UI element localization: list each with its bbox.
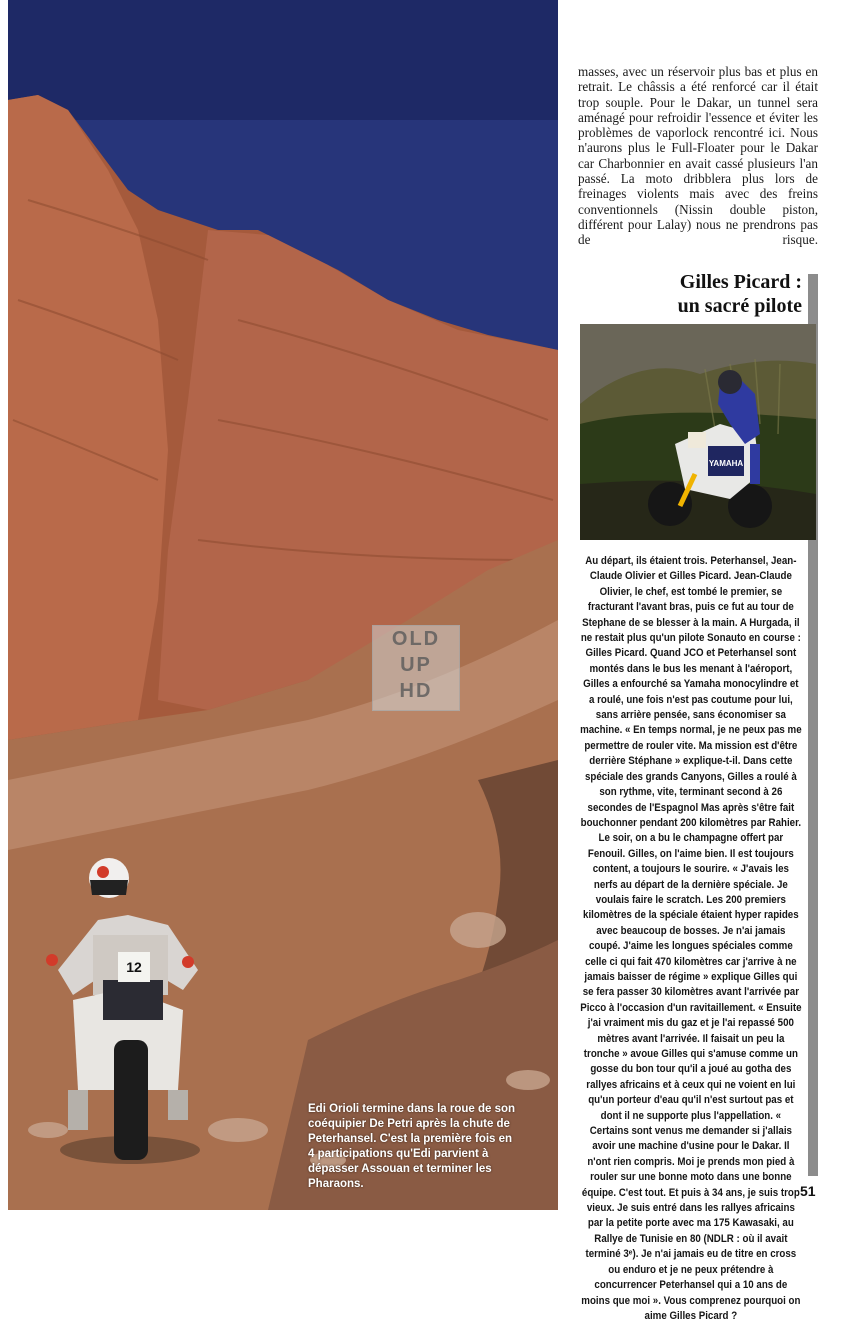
sidebar-body-text: Au départ, ils étaient trois. Peterhansel, Jean-Claude Olivier et Gilles Picard. Jean-Claude Olivier, le chef, est tombé le premier, se fracturant l'avant bras, puis ce fut au tour de Stephane de se blesser à la main. A Hurgada, il ne restait plus qu'un pilote Sonauto en course : Gilles Picard. Quand JCO et Peterhansel sont montés dans le bus les menant à l'aéroport, Gilles a enfourché sa Yamaha monocylindre et a roulé, une fois n'est pas coutume pour lui, sans arrière pensée, sans économiser sa machine. « En temps normal, je ne peux pas me permettre de rouler vite. Ma mission est d'être derrière Stéphane » explique-t-il. Dans cette spéciale des grands Canyons, Gilles a roulé à son rythme, vite, terminant second à 26 secondes de l'Espagnol Mas après s'être fait bouchonner pendant 200 kilomètres par Rahier. Le soir, on a bu le champagne offert par Fenouil. Gilles, on l'aime bien. Il est toujours content, a toujours le sourire. « J'avais les nerfs au départ de la dernière spéciale. Je voulais faire le scratch. Les 200 premiers kilomètres de la spéciale étaient hyper rapides avec beaucoup de bosses. Je n'ai jamais coupé. J'aime les longues spéciales comme celle ci qui fait 470 kilomètres car j'arrive à ne jamais baisser de régime » explique Gilles qui se fera passer 30 kilomètres avant l'arrivée par Picco à l'occasion d'un ravitaillement. « Ensuite j'ai vraiment mis du gaz et je l'ai repassé 500 mètres avant l'arrivée. Il faisait un peu la tronche » avoue Gilles qui s'amuse comme un gosse du bon tour qu'il a joué au gotha des rallyes africains et à ceux qui ne voient en lui qu'un porteur d'eau qu'il n'est surtout pas et dont il ne supporte plus l'appellation. « Certains sont venus me demander si j'allais avoir une machine d'usine pour le Dakar. Il n'ont rien compris. Moi je prends mon pied à rouler sur une bonne moto dans une bonne équipe. C'est tout. Et puis à 34 ans, je suis trop vieux. Je suis entré dans les rallyes africains par la petite porte avec ma 175 Kawasaki, au Rallye de Tunisie en 80 (NDLR : où il avait terminé 3ᵉ). Je n'ai jamais eu de titre en cross ou enduro et je ne peux prétendre à concurrencer Peterhansel qui a 10 ans de moins que moi ». Vous comprenez pourquoi on aime Gilles Picard ? [580,555,802,1322]
watermark-logo [372,625,460,711]
watermark-line-3: HD [399,680,433,702]
sidebar-headline [578,270,802,318]
main-photo [8,0,558,1210]
watermark-line-2: UP [400,654,432,676]
page-number: 51 [800,1183,816,1199]
main-photo-caption: Edi Orioli termine dans la roue de son coéquipier De Petri après la chute de Peterhansel. C'est la première fois en 4 participations qu'Edi parvient à dépasser Assouan et terminer les Pharaons. [308,1103,516,1190]
rider-yamaha-photo [580,324,816,540]
article-paragraph: masses, avec un réservoir plus bas et plus en retrait. Le châssis a été renforcé car il était trop souple. Pour le Dakar, un tunnel sera aménagé pour refroidir l'essence et éviter les problèmes de vaporlock rencontré ici. Nous n'aurons plus le Full-Floater pour le Dakar car Charbonnier en avait cassé plusieurs l'an passé. La moto dribblera plus lors de freinages violents mais avec des freins conventionnels (Nissin double piston, différent pour Lalay) nous ne prendrons pas de risque. [578,64,818,248]
canyon-landscape [8,0,558,1210]
headline-line-1: Gilles Picard : [679,271,802,293]
article-column-top [578,64,818,248]
headline-line-2: un sacré pilote [677,295,802,317]
inset-bike-brand: YAMAHA [708,459,744,468]
bike-number: 12 [126,959,142,975]
watermark-line-1: OLD [391,628,441,650]
inset-photo [580,324,816,540]
